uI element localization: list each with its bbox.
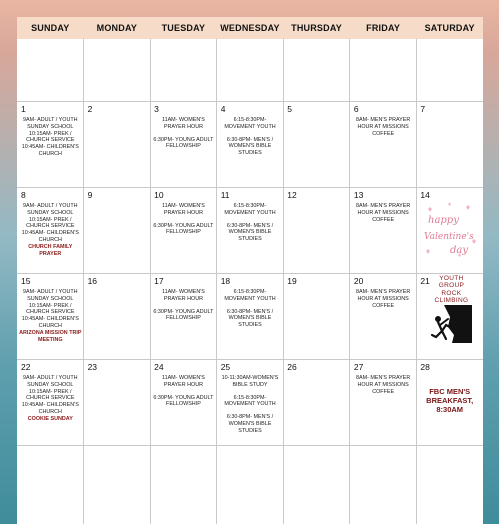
- day-cell[interactable]: [283, 359, 350, 445]
- event-item: 8AM- MEN'S PRAYER HOUR AT MISSIONS COFFEE: [356, 203, 411, 223]
- day-number: 18: [220, 276, 231, 286]
- event-list: [352, 375, 415, 395]
- day-number: 7: [420, 104, 426, 114]
- day-cell[interactable]: [350, 273, 417, 359]
- day-cell[interactable]: [217, 101, 284, 187]
- day-number: 8: [21, 190, 26, 200]
- event-list: [219, 117, 282, 157]
- event-list: [19, 375, 82, 423]
- day-cell[interactable]: [283, 445, 350, 524]
- day-number: 19: [287, 276, 297, 286]
- event-item: 9AM- ADULT / YOUTH SUNDAY SCHOOL: [23, 375, 78, 388]
- weekday-monday: MONDAY: [96, 23, 138, 33]
- valentine-illustration: [422, 201, 478, 261]
- event-item: 11AM- WOMEN'S PRAYER HOUR: [161, 289, 205, 302]
- event-list: [19, 203, 82, 257]
- day-number: 23: [87, 362, 98, 372]
- weekday-thursday: THURSDAY: [291, 23, 342, 33]
- event-list: [152, 203, 215, 236]
- event-list: [19, 289, 82, 343]
- event-list: [219, 375, 282, 435]
- svg-text:day: day: [450, 245, 469, 256]
- day-number: 25: [220, 362, 231, 372]
- event-item: 10:15AM- PREK / CHURCH SERVICE: [26, 130, 75, 144]
- event-item: 9AM- ADULT / YOUTH SUNDAY SCHOOL: [23, 117, 78, 130]
- rock-climbing-line: YOUTH: [439, 275, 464, 282]
- day-number: 21: [420, 276, 430, 286]
- day-number: 20: [353, 276, 364, 286]
- day-cell[interactable]: [17, 359, 84, 445]
- event-list: [352, 117, 415, 137]
- day-cell[interactable]: [17, 101, 84, 187]
- day-cell[interactable]: [217, 39, 284, 101]
- day-cell[interactable]: [283, 187, 350, 273]
- weekday-tuesday: TUESDAY: [161, 23, 206, 33]
- day-number: 1: [21, 104, 26, 114]
- svg-text:happy: happy: [428, 215, 460, 226]
- day-cell[interactable]: [416, 187, 483, 273]
- day-number: 6: [353, 104, 359, 114]
- day-number: 2: [87, 104, 93, 114]
- day-cell[interactable]: [150, 101, 217, 187]
- event-item: 6:15-8:30PM- MOVEMENT YOUTH: [224, 203, 276, 216]
- day-cell[interactable]: [283, 39, 350, 101]
- weekday-wednesday: WEDNESDAY: [220, 23, 280, 33]
- event-item: 6:30-8PM- MEN'S / WOMEN'S BIBLE STUDIES: [226, 222, 274, 243]
- day-number: 24: [154, 362, 164, 372]
- event-item: 10:45AM- CHILDREN'S CHURCH: [21, 230, 79, 243]
- event-item: 9AM- ADULT / YOUTH SUNDAY SCHOOL: [23, 289, 78, 302]
- day-cell[interactable]: [350, 187, 417, 273]
- event-item: 10-11:30AM-WOMEN'S BIBLE STUDY: [221, 375, 279, 388]
- day-cell[interactable]: [283, 273, 350, 359]
- event-list: [152, 289, 215, 322]
- day-cell[interactable]: [283, 101, 350, 187]
- svg-text:Valentine's: Valentine's: [424, 232, 475, 242]
- day-cell[interactable]: [150, 273, 217, 359]
- event-item: 11AM- WOMEN'S PRAYER HOUR: [161, 117, 205, 130]
- event-list: [352, 289, 415, 309]
- event-item: 10:45AM- CHILDREN'S CHURCH: [21, 144, 79, 157]
- day-number: 12: [287, 190, 297, 200]
- calendar-grid: [17, 39, 483, 524]
- weekday-header: [17, 17, 483, 39]
- rock-climbing-line: ROCK: [441, 289, 462, 297]
- event-item: 6:15-8:30PM- MOVEMENT YOUTH: [224, 117, 276, 130]
- day-cell[interactable]: [150, 187, 217, 273]
- event-item: 10:15AM- PREK / CHURCH SERVICE: [26, 216, 75, 230]
- day-number: 11: [220, 190, 230, 200]
- day-cell[interactable]: [350, 359, 417, 445]
- event-item: 10:15AM- PREK / CHURCH SERVICE: [26, 388, 75, 402]
- day-cell[interactable]: [350, 445, 417, 524]
- event-item: 6:30-8PM- MEN'S / WOMEN'S BIBLE STUDIES: [226, 308, 274, 329]
- rock-climbing-title: [424, 275, 478, 305]
- day-cell[interactable]: [17, 273, 84, 359]
- event-item: 8AM- MEN'S PRAYER HOUR AT MISSIONS COFFEE: [356, 117, 411, 137]
- day-number: 28: [420, 362, 430, 372]
- day-number: 4: [220, 104, 226, 114]
- day-cell[interactable]: [217, 359, 284, 445]
- event-list: [152, 375, 215, 408]
- day-cell[interactable]: [17, 445, 84, 524]
- day-number: 16: [87, 276, 98, 286]
- day-cell[interactable]: [350, 101, 417, 187]
- day-cell[interactable]: [84, 39, 151, 101]
- day-cell[interactable]: [84, 359, 151, 445]
- event-item: 11AM- WOMEN'S PRAYER HOUR: [161, 375, 205, 388]
- weekday-saturday: SATURDAY: [424, 23, 475, 33]
- day-number: 9: [87, 190, 93, 200]
- day-cell[interactable]: [416, 101, 483, 187]
- day-cell[interactable]: [217, 445, 284, 524]
- valentines-day-image: [422, 201, 478, 261]
- event-list: [152, 117, 215, 150]
- event-item: 6:30PM- YOUNG ADULT FELLOWSHIP: [153, 308, 214, 322]
- climber-icon: [424, 305, 478, 348]
- event-item: 6:15-8:30PM- MOVEMENT YOUTH: [224, 289, 276, 302]
- day-number: 13: [353, 190, 364, 200]
- event-list: [19, 117, 82, 158]
- day-cell[interactable]: [17, 187, 84, 273]
- day-number: 22: [21, 362, 31, 372]
- day-cell[interactable]: [416, 359, 483, 445]
- event-item: 8AM- MEN'S PRAYER HOUR AT MISSIONS COFFEE: [356, 289, 411, 309]
- rock-climbing-image: [424, 275, 478, 351]
- day-cell[interactable]: [17, 39, 84, 101]
- rock-climbing-line: CLIMBING: [434, 297, 469, 305]
- day-cell[interactable]: [150, 445, 217, 524]
- day-cell[interactable]: [217, 273, 284, 359]
- day-number: 15: [21, 276, 31, 286]
- event-item: 10:15AM- PREK / CHURCH SERVICE: [26, 302, 75, 316]
- day-cell[interactable]: [84, 273, 151, 359]
- day-number: 10: [154, 190, 164, 200]
- day-cell[interactable]: [150, 39, 217, 101]
- event-item: 10:45AM- CHILDREN'S CHURCH: [21, 316, 79, 329]
- event-item: 10:45AM- CHILDREN'S CHURCH: [21, 402, 79, 415]
- day-cell[interactable]: [416, 273, 483, 359]
- day-number: 3: [154, 104, 159, 114]
- day-cell[interactable]: [150, 359, 217, 445]
- event-item: 6:15-8:30PM- MOVEMENT YOUTH: [224, 394, 276, 408]
- event-item: 6:30-8PM- MEN'S / WOMEN'S BIBLE STUDIES: [226, 136, 274, 157]
- day-cell[interactable]: [416, 445, 483, 524]
- event-item: 9AM- ADULT / YOUTH SUNDAY SCHOOL: [23, 203, 78, 216]
- calendar: [17, 17, 483, 524]
- event-item: 8AM- MEN'S PRAYER HOUR AT MISSIONS COFFEE: [356, 375, 411, 395]
- day-number: 17: [154, 276, 164, 286]
- special-event: COOKIE SUNDAY: [27, 415, 73, 422]
- event-item: 11AM- WOMEN'S PRAYER HOUR: [161, 203, 205, 216]
- day-cell[interactable]: [350, 39, 417, 101]
- day-cell[interactable]: [416, 39, 483, 101]
- day-cell[interactable]: [217, 187, 284, 273]
- day-cell[interactable]: [84, 187, 151, 273]
- event-item: 6:30PM- YOUNG ADULT FELLOWSHIP: [153, 136, 214, 150]
- day-number: 27: [353, 362, 364, 372]
- event-list: [219, 203, 282, 243]
- day-number: 26: [287, 362, 297, 372]
- special-event: ARIZONA MISSION TRIP MEETING: [19, 329, 82, 343]
- event-item: 6:30PM- YOUNG ADULT FELLOWSHIP: [153, 222, 214, 236]
- day-cell[interactable]: [84, 101, 151, 187]
- special-event: CHURCH FAMILY PRAYER: [28, 243, 73, 257]
- featured-event: FBC MEN'S BREAKFAST, 8:30AM: [426, 387, 474, 414]
- event-list: [219, 289, 282, 329]
- day-number: 5: [287, 104, 293, 114]
- event-item: 6:30-8PM- MEN'S / WOMEN'S BIBLE STUDIES: [226, 414, 274, 434]
- event-item: 6:30PM- YOUNG ADULT FELLOWSHIP: [153, 394, 214, 408]
- weekday-friday: FRIDAY: [366, 23, 401, 33]
- day-cell[interactable]: [84, 445, 151, 524]
- event-list: [352, 203, 415, 223]
- day-number: 14: [420, 190, 430, 200]
- weekday-sunday: SUNDAY: [31, 23, 70, 33]
- rock-climbing-line: GROUP: [438, 282, 465, 290]
